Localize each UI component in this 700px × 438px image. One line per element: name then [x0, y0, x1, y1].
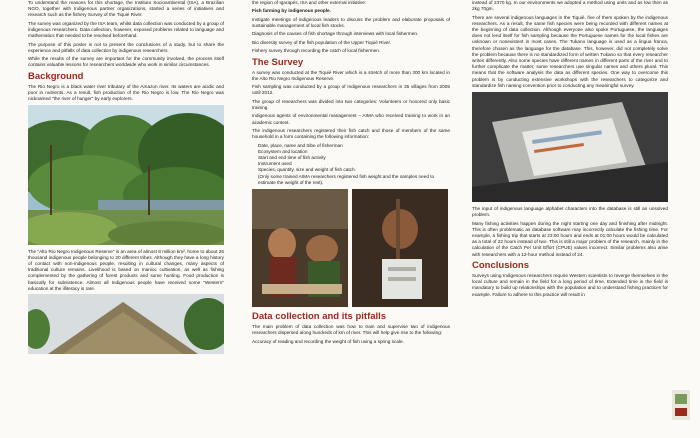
river-photo	[28, 105, 224, 245]
data-collection-paragraph-2: Accuracy of reading and recording the weight of fish using a spring scale.	[252, 338, 404, 344]
conclusions-paragraph: Surveys using Indigenous researchers require Western scientists to reverge themselves in the local culture and remain in the field for a long period of time. Extended time in the field is mandatory to build up relationships with the population and to understand fishing practices for example. Failure to adhere to this practice will result in	[472, 273, 668, 297]
column-middle	[252, 0, 450, 438]
language-paragraph: There are several indigenous languages in the Tiquié, five of them spoken by the indigenous researchers. As a result, the same fish species were being recorded with different names at the beginning of data collection. Although everyone also spoke Portuguese, the languages does not lend itself for fish sampling because the Portuguese names for the local fishes are unknown or nonexistent in most cases. The Tukano language is used as a lingua franca, therefore chosen as the language for the database. This, however, did not completely solve the problem because there is no standardized form of written Tukano so that every researcher writes differently. Also some species have different names in different parts of the river and to further complicate the matter, some researchers use singular names and others plural. This means that the software analysis the data as different species. One way to overcome this problem is by conducting extensive workshops with the researchers to categorize and standardize fish naming convention prior to conducting any meaningful survey.	[472, 14, 668, 88]
logo-icon	[670, 388, 692, 422]
initiative-diagnosis: Diagnosis of the causes of fish shortage through interviews with local fishermen.	[252, 31, 419, 37]
list-item: Ecosystem and location	[258, 148, 308, 154]
initiative-meetings: Instigate meetings of indigenous leaders to discuss the problem and elaborate proposals of sustainable management of local fish stocks.	[252, 16, 450, 28]
column-right	[472, 0, 668, 438]
list-item: Start and end time of fish activity	[258, 154, 326, 160]
fishing-time-paragraph: Many fishing activities happen during the night starting one day and finishing after midnight. This is often problematic as database software may incorrectly calculate the fishing time. For example, a fishing trip that starts at 23:00 hours and ends at 01:00 hours would be calculated as a total of 22 hours instead of two. This is still a major problem of the research, mainly in the calculation of the Catch Per Unit Effort (CPUE) values incorrect. Similar problems also arise with researchers with a 12-hour method instead of 24.	[472, 220, 668, 257]
survey-form-fields	[252, 143, 450, 186]
survey-paragraph-2: Fish sampling was conducted by a group of Indigenous researchers in 35 villages from 2005 until 2012.	[252, 84, 450, 96]
survey-paragraph-5: The indigenous researchers registered their fish catch and those of members of the same household in a form containing the following information:	[252, 127, 450, 140]
initiatives-intro: the region of Igarapés, ISA and other external initiative:	[252, 0, 367, 5]
fish-photo	[252, 189, 348, 307]
background-paragraph: The Rio Negro is a black water river tributary of the Amazon river. Its waters are acidic and poor in nutrients. As a result, fish production of the Rio Negro is low. The Rio Negro was nicknamed "the river of hunger" by early explorers.	[28, 83, 224, 102]
survey-paragraph-3: The group of researchers was divided into two categories: Volunteers or honored only basic training.	[252, 98, 450, 110]
initiative-fish-farming: Fish farming by indigenous people.	[252, 8, 331, 14]
alphabet-paragraph: The input of indigenous language alphabet characters into the database is still an unsolved problem.	[472, 206, 668, 218]
intro-paragraph-4: While the results of the survey are important for the community involved, the process itself contains valuable lessons for researchers worldwide who work in similar circumstances.	[28, 56, 224, 68]
village-photo	[28, 294, 224, 354]
intro-paragraph-2: The survey was organized by the ISA team, whilst data collection was conducted by a group of indigenous researchers. Data collection, however, exposed problems related to language and mathematics that needed to be resolved beforehand.	[28, 20, 224, 39]
survey-heading: The Survey	[252, 56, 304, 68]
list-item: Instrument used	[258, 161, 292, 167]
conclusions-heading: Conclusions	[472, 260, 530, 272]
column-left	[28, 0, 224, 438]
laptop-photo	[472, 92, 668, 202]
list-item: (Only some trained AIMA researchers registered fish weight and the samples need to estimate the weight of the rest).	[258, 173, 435, 185]
background-heading: Background	[28, 70, 84, 82]
scale-photo	[352, 189, 448, 307]
intro-paragraph-3: The purpose of this poster is not to present the conclusions of a study, but to share the experience and pitfalls of data collection by indigenous researchers.	[28, 41, 224, 53]
initiative-fishery-survey: Fishery survey through recording the catch of local fishermen.	[252, 48, 381, 54]
reserve-paragraph: The "Alto Rio Negro Indigenous Reserve" is an area of almost 8 million km², home to about 26 thousand indigenous people belonging to 20 different tribes. Although they have a long history of contact with non-indigenous people, resulting in cultural changes, many aspects of traditional culture remains. Livelihood is based on manioc cultivation, as well as fishing complemented by the gathering of forest products and some hunting. Food production is basically for subsistence. Almost all Indigenous people have received some "Western" education at the illiteracy is rare.	[28, 248, 224, 291]
data-collection-heading: Data collection and its pitfalls	[252, 310, 387, 322]
intro-paragraph-1: To understand the reasons for this shortage, the Instituto Socioambiental (ISA), a Brazilian NGO, together with Indigenous partner organizations, started a series of initiatives and research such as the fishery Survey of the Tiquié River.	[28, 0, 224, 18]
survey-paragraph-4: Indigenous agents of environmental management – AIMA who received training to work in an academic context.	[252, 113, 450, 125]
survey-paragraph-1: A survey was conducted at the Tiquié River which is a stretch of more than 300 km located in the Alto Rio Negro Indigenous Reserve.	[252, 69, 450, 81]
data-collection-paragraph-1: The main problem of data collection was how to train and supervise two of indigenous researchers dispersed along hundreds of km of river. This will help give rise to the following:	[252, 323, 450, 336]
initiative-biodiversity: Bio diversity survey of the fish population of the Upper Tiquié River.	[252, 39, 392, 45]
list-item: Date, place, name and tribe of fisherman	[258, 142, 343, 148]
list-item: Species, quantity, size and weight of fish catch.	[258, 167, 356, 173]
weight-paragraph: instead of 2370 kg. In our environments we adopted a method using units and as low then as 2kg 70gm.	[472, 0, 668, 12]
